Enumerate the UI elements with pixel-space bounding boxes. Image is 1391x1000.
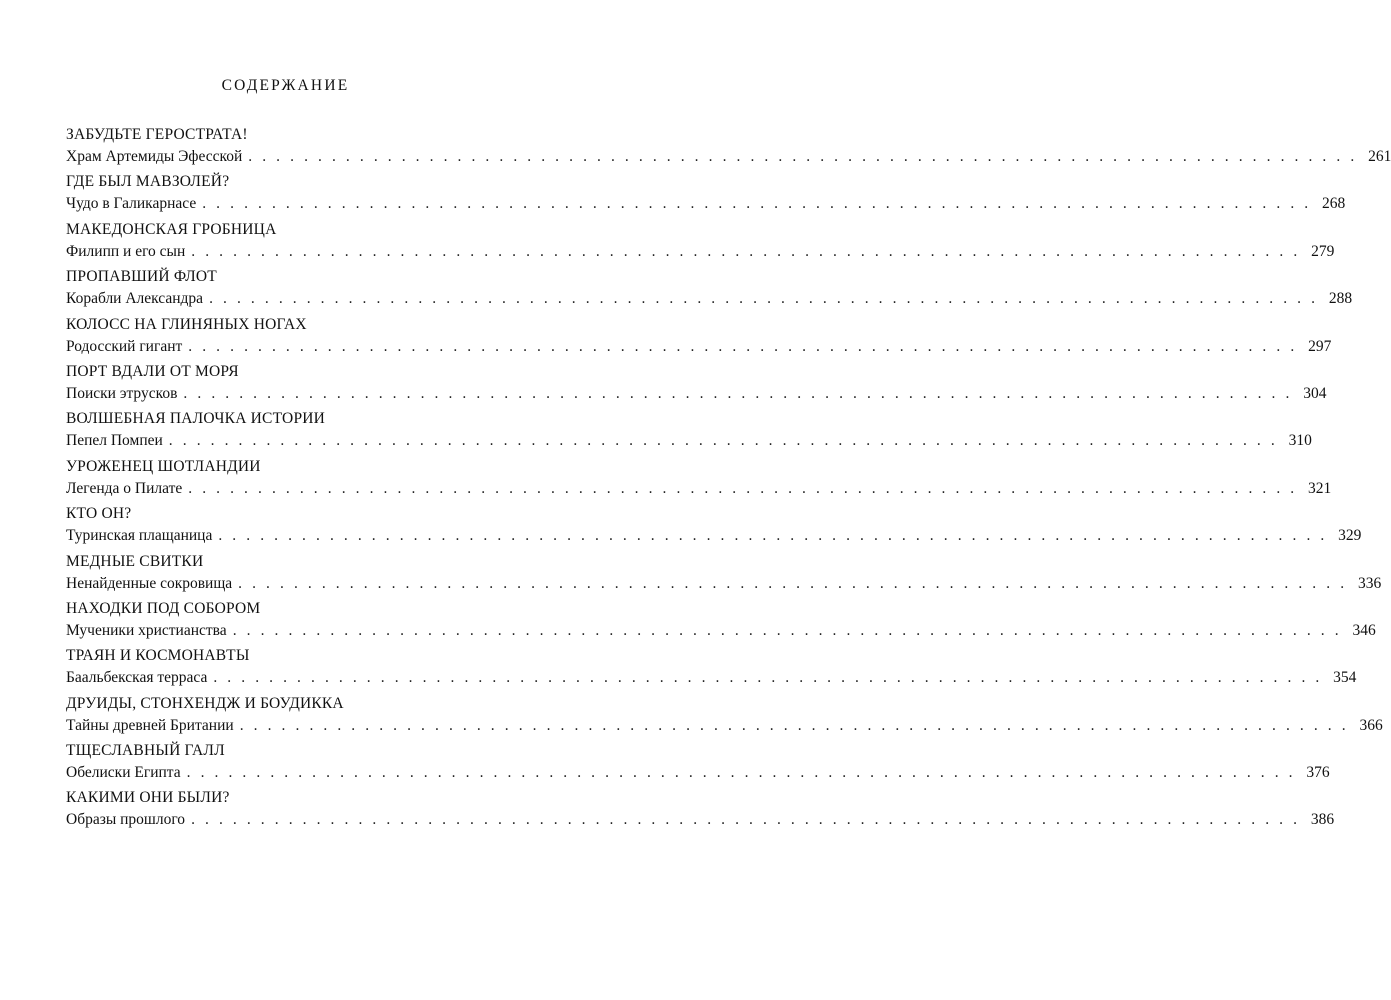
dot-leader: . . . . . . . . . . . . . . . . . . . . . . . . . . . . . . . . . . . . . . . . . . . . . . . . . . . . . . . . . . . . . . . . . . . . . . . . . . . . . . . .	[191, 811, 1301, 829]
chapter-subtitle: Мученики христианства	[66, 621, 227, 639]
chapter-subtitle: Образы прошлого	[66, 811, 186, 829]
chapter-subtitle: Чудо в Галикарнасе	[66, 195, 197, 213]
toc-entry	[66, 787, 1335, 834]
chapter-subtitle: Поиски этрусков	[66, 384, 178, 402]
toc-entry	[66, 124, 1391, 171]
chapter-heading: УРОЖЕНЕЦ ШОТЛАНДИИ	[66, 457, 261, 475]
chapter-heading: ДРУИДЫ, СТОНХЕНДЖ И БОУДИККА	[66, 694, 344, 712]
toc-line	[66, 430, 1312, 451]
toc-entry	[66, 740, 1330, 787]
chapter-subtitle: Баальбекская терраса	[66, 669, 208, 687]
toc-line	[66, 809, 1335, 830]
toc-title: СОДЕРЖАНИЕ	[221, 77, 350, 94]
chapter-heading: ГДЕ БЫЛ МАВЗОЛЕЙ?	[66, 173, 230, 191]
toc-line	[66, 383, 1327, 404]
chapter-heading: МЕДНЫЕ СВИТКИ	[66, 552, 204, 570]
toc-entry	[66, 598, 1376, 645]
chapter-heading: МАКЕДОНСКАЯ ГРОБНИЦА	[66, 220, 277, 238]
dot-leader: . . . . . . . . . . . . . . . . . . . . . . . . . . . . . . . . . . . . . . . . . . . . . . . . . . . . . . . . . . . . . . . . . . . . . . . . . . . . . . . .	[238, 574, 1348, 592]
toc-entry	[66, 219, 1335, 266]
chapter-heading: НАХОДКИ ПОД СОБОРОМ	[66, 599, 261, 617]
chapter-subtitle: Пепел Помпеи	[66, 432, 163, 450]
page-number: 268	[1322, 195, 1346, 213]
toc-line	[66, 573, 1382, 594]
chapter-subtitle: Обелиски Египта	[66, 764, 181, 782]
toc-line	[66, 336, 1332, 357]
chapter-heading: КТО ОН?	[66, 505, 132, 523]
chapter-subtitle: Тайны древней Британии	[66, 716, 234, 734]
chapter-heading: ЗАБУДЬТЕ ГЕРОСТРАТА!	[66, 126, 248, 143]
toc-entry	[66, 266, 1353, 313]
dot-leader: . . . . . . . . . . . . . . . . . . . . . . . . . . . . . . . . . . . . . . . . . . . . . . . . . . . . . . . . . . . . . . . . . . . . . . . . . . . . . . . .	[186, 764, 1296, 782]
chapter-subtitle: Храм Артемиды Эфесской	[66, 148, 243, 165]
dot-leader: . . . . . . . . . . . . . . . . . . . . . . . . . . . . . . . . . . . . . . . . . . . . . . . . . . . . . . . . . . . . . . . . . . . . . . . . . . . . . . . .	[218, 527, 1328, 545]
chapter-subtitle: Филипп и его сын	[66, 242, 186, 260]
chapter-heading: КОЛОСС НА ГЛИНЯНЫХ НОГАХ	[66, 315, 307, 333]
chapter-subtitle: Легенда о Пилате	[66, 479, 183, 497]
chapter-subtitle: Корабли Александра	[66, 290, 204, 308]
toc-line	[66, 620, 1376, 641]
chapter-heading: КАКИМИ ОНИ БЫЛИ?	[66, 789, 230, 807]
page-number: 288	[1328, 290, 1353, 308]
page-number: 386	[1310, 811, 1335, 829]
toc-line	[66, 525, 1362, 546]
page-number: 297	[1308, 337, 1332, 355]
dot-leader: . . . . . . . . . . . . . . . . . . . . . . . . . . . . . . . . . . . . . . . . . . . . . . . . . . . . . . . . . . . . . . . . . . . . . . . . . . . . . . . .	[183, 384, 1293, 402]
toc-line	[66, 146, 1391, 167]
toc-entry	[66, 693, 1383, 740]
dot-leader: . . . . . . . . . . . . . . . . . . . . . . . . . . . . . . . . . . . . . . . . . . . . . . . . . . . . . . . . . . . . . . . . . . . . . . . . . . . . . . . .	[168, 432, 1278, 450]
toc-line	[66, 667, 1357, 688]
toc-list	[66, 124, 1391, 835]
toc-entry	[66, 314, 1332, 361]
page-number: 336	[1357, 574, 1382, 592]
dot-leader: . . . . . . . . . . . . . . . . . . . . . . . . . . . . . . . . . . . . . . . . . . . . . . . . . . . . . . . . . . . . . . . . . . . . . . . . . . . . . . . .	[188, 337, 1298, 355]
page-number: 261	[1368, 148, 1391, 165]
page-number: 376	[1306, 764, 1330, 782]
chapter-heading: ПРОПАВШИЙ ФЛОТ	[66, 268, 217, 286]
toc-line	[66, 241, 1335, 262]
page-number: 321	[1308, 479, 1332, 497]
toc-entry	[66, 171, 1346, 218]
chapter-subtitle: Родосский гигант	[66, 337, 183, 355]
toc-entry	[66, 361, 1327, 408]
page-number: 346	[1352, 621, 1376, 639]
dot-leader: . . . . . . . . . . . . . . . . . . . . . . . . . . . . . . . . . . . . . . . . . . . . . . . . . . . . . . . . . . . . . . . . . . . . . . . . . . . . . . . .	[213, 669, 1323, 687]
chapter-subtitle: Ненайденные сокровища	[66, 574, 233, 592]
chapter-subtitle: Туринская плащаница	[66, 527, 213, 545]
page-number: 366	[1359, 716, 1383, 734]
chapter-heading: ПОРТ ВДАЛИ ОТ МОРЯ	[66, 362, 239, 380]
toc-line	[66, 193, 1346, 214]
toc-line	[66, 762, 1330, 783]
toc-line	[66, 478, 1332, 499]
page-number: 329	[1338, 527, 1362, 545]
page-number: 354	[1333, 669, 1357, 687]
toc-entry	[66, 645, 1357, 692]
chapter-heading: ТЩЕСЛАВНЫЙ ГАЛЛ	[66, 742, 225, 760]
page-number: 279	[1311, 242, 1335, 260]
dot-leader: . . . . . . . . . . . . . . . . . . . . . . . . . . . . . . . . . . . . . . . . . . . . . . . . . . . . . . . . . . . . . . . . . . . . . . . . . . . . . . . .	[191, 242, 1301, 260]
toc-line	[66, 288, 1353, 309]
dot-leader: . . . . . . . . . . . . . . . . . . . . . . . . . . . . . . . . . . . . . . . . . . . . . . . . . . . . . . . . . . . . . . . . . . . . . . . . . . . . . . . .	[202, 195, 1312, 213]
toc-entry	[66, 503, 1362, 550]
chapter-heading: ТРАЯН И КОСМОНАВТЫ	[66, 647, 250, 665]
dot-leader: . . . . . . . . . . . . . . . . . . . . . . . . . . . . . . . . . . . . . . . . . . . . . . . . . . . . . . . . . . . . . . . . . . . . . . . . . . . . . . . .	[232, 621, 1342, 639]
chapter-heading: ВОЛШЕБНАЯ ПАЛОЧКА ИСТОРИИ	[66, 410, 326, 428]
page-number: 304	[1303, 384, 1327, 402]
dot-leader: . . . . . . . . . . . . . . . . . . . . . . . . . . . . . . . . . . . . . . . . . . . . . . . . . . . . . . . . . . . . . . . . . . . . . . . . . . . . . . . .	[209, 290, 1319, 308]
toc-entry	[66, 551, 1382, 598]
toc-entry	[66, 408, 1312, 455]
dot-leader: . . . . . . . . . . . . . . . . . . . . . . . . . . . . . . . . . . . . . . . . . . . . . . . . . . . . . . . . . . . . . . . . . . . . . . . . . . . . . . . .	[239, 716, 1349, 734]
dot-leader: . . . . . . . . . . . . . . . . . . . . . . . . . . . . . . . . . . . . . . . . . . . . . . . . . . . . . . . . . . . . . . . . . . . . . . . . . . . . . . . .	[188, 479, 1298, 497]
toc-entry	[66, 456, 1332, 503]
dot-leader: . . . . . . . . . . . . . . . . . . . . . . . . . . . . . . . . . . . . . . . . . . . . . . . . . . . . . . . . . . . . . . . . . . . . . . . . . . . . . . . .	[248, 148, 1358, 165]
page-number: 310	[1288, 432, 1312, 450]
toc-line	[66, 715, 1383, 736]
